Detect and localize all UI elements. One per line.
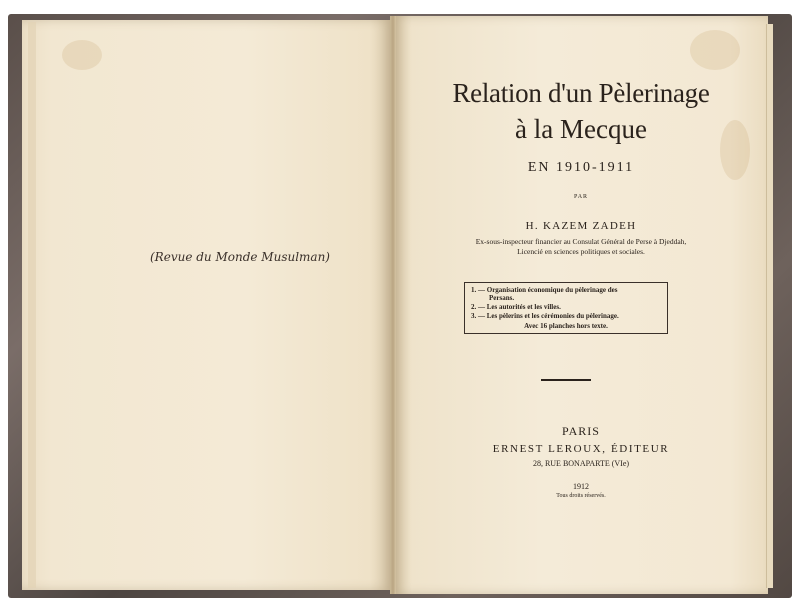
title-line-1: Relation d'un Pèlerinage — [452, 78, 710, 108]
publication-year: 1912 — [573, 482, 589, 491]
author-role-line-2: Licencié en sciences politiques et sociales. — [517, 247, 645, 256]
left-page-edge — [28, 22, 36, 588]
title-line-2: à la Mecque — [515, 114, 647, 144]
left-page — [22, 20, 392, 590]
contents-item-2: 2. — Les autorités et les villes. — [471, 303, 561, 311]
par-label: PAR — [573, 194, 589, 200]
right-page-edge — [766, 24, 773, 588]
divider-rule — [541, 379, 591, 381]
publisher-address: 28, RUE BONAPARTE (VIe) — [532, 459, 630, 468]
author-name: H. KAZEM ZADEH — [525, 220, 637, 232]
rights-notice: Tous droits réservés. — [556, 493, 606, 499]
publisher-name: ERNEST LEROUX, ÉDITEUR — [492, 443, 670, 455]
contents-plates-note: Avec 16 planches hors texte. — [524, 322, 608, 330]
contents-item-3: 3. — Les pèlerins et les cérémonies du pèlerinage. — [471, 312, 619, 320]
contents-item-1: 1. — Organisation économique du pèlerinage des — [471, 286, 618, 294]
foxing-stain — [62, 40, 102, 70]
subtitle-years: EN 1910-1911 — [527, 160, 635, 175]
author-role-line-1: Ex-sous-inspecteur financier au Consulat Général de Perse à Djeddah, — [475, 237, 687, 246]
publication-city: PARIS — [562, 424, 600, 438]
foxing-stain — [690, 30, 740, 70]
contents-item-1-continued: Persans. — [489, 294, 515, 302]
left-page-note: (Revue du Monde Musulman) — [150, 250, 330, 264]
contents-box — [464, 282, 668, 334]
